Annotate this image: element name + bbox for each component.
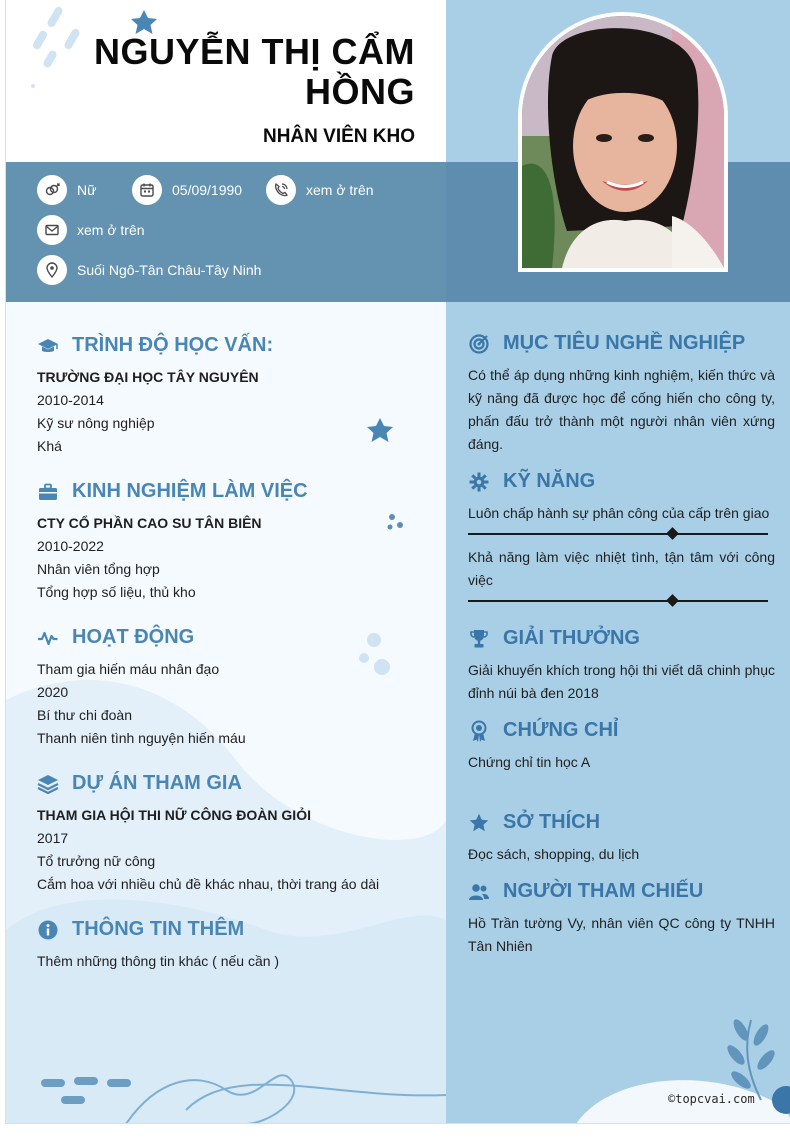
mail-icon xyxy=(37,215,67,245)
target-icon xyxy=(468,333,490,355)
phone-value: xem ở trên xyxy=(306,182,374,198)
location-pin-icon xyxy=(37,255,67,285)
skill-item-1-label: Luôn chấp hành sự phân công của cấp trên giao xyxy=(468,505,770,521)
birthday-item xyxy=(132,175,242,205)
address-item xyxy=(37,255,261,285)
briefcase-icon xyxy=(37,481,59,503)
activities-details xyxy=(37,658,246,750)
objective-text: Có thể áp dụng những kinh nghiệm, kiến thức và kỹ năng đã được học để cống hiến cho công ty, phấn đấu trở thành một người nhân viên xứng đáng. xyxy=(468,367,775,452)
awards-heading: GIẢI THƯỞNG xyxy=(468,627,640,650)
layers-icon xyxy=(37,773,59,795)
activities-heading: HOẠT ĐỘNG xyxy=(37,626,194,649)
info-icon xyxy=(37,919,59,941)
more-info-heading: THÔNG TIN THÊM xyxy=(37,918,244,941)
hobbies-text: Đọc sách, shopping, du lịch xyxy=(468,846,640,862)
gender-value: Nữ xyxy=(77,182,97,198)
activity-line: Thanh niên tình nguyện hiến máu xyxy=(37,730,246,746)
education-heading: TRÌNH ĐỘ HỌC VẤN: xyxy=(37,334,273,357)
education-period: 2010-2014 xyxy=(37,392,104,408)
objective-heading: MỤC TIÊU NGHỀ NGHIỆP xyxy=(468,332,745,355)
references-text: Hồ Trần tường Vy, nhân viên QC công ty TNHH Tân Nhiên xyxy=(468,915,775,954)
activity-line: Tham gia hiến máu nhân đạo xyxy=(37,661,220,677)
education-details xyxy=(37,366,259,458)
activity-line: Bí thư chi đoàn xyxy=(37,707,132,723)
certificates-text: Chứng chỉ tin học A xyxy=(468,754,591,770)
skill-item-2-bar xyxy=(468,600,768,602)
graduation-cap-icon xyxy=(37,335,59,357)
pulse-icon xyxy=(37,627,59,649)
address-value: Suối Ngô-Tân Châu-Tây Ninh xyxy=(77,262,262,278)
education-grade: Khá xyxy=(37,438,62,454)
gender-item xyxy=(37,175,96,205)
profile-photo-frame xyxy=(518,12,728,272)
project-title: THAM GIA HỘI THI NỮ CÔNG ĐOÀN GIỎI xyxy=(37,807,311,823)
users-icon xyxy=(468,881,490,903)
star-icon xyxy=(468,812,490,834)
email-item xyxy=(37,215,145,245)
experience-details xyxy=(37,512,262,604)
phone-item xyxy=(266,175,374,205)
project-desc: Cắm hoa với nhiều chủ đề khác nhau, thời trang áo dài xyxy=(37,876,380,892)
company-name: CTY CỔ PHẦN CAO SU TÂN BIÊN xyxy=(37,515,262,531)
projects-heading: DỰ ÁN THAM GIA xyxy=(37,772,242,795)
certificates-heading: CHỨNG CHỈ xyxy=(468,719,618,742)
experience-desc: Tổng hợp số liệu, thủ kho xyxy=(37,584,196,600)
award-ribbon-icon xyxy=(468,720,490,742)
school-name: TRƯỜNG ĐẠI HỌC TÂY NGUYÊN xyxy=(37,369,259,385)
email-value: xem ở trên xyxy=(77,222,145,238)
skill-item-1-bar xyxy=(468,533,768,535)
projects-details xyxy=(37,804,379,896)
gear-icon xyxy=(468,471,490,493)
hobbies-heading: SỞ THÍCH xyxy=(468,811,600,834)
skills-heading: KỸ NĂNG xyxy=(468,470,595,493)
cv-page xyxy=(5,0,790,1124)
trophy-icon xyxy=(468,628,490,650)
activity-line: 2020 xyxy=(37,684,69,700)
experience-heading: KINH NGHIỆM LÀM VIỆC xyxy=(37,480,308,503)
project-role: Tổ trưởng nữ công xyxy=(37,853,156,869)
more-info-text: Thêm những thông tin khác ( nếu cần ) xyxy=(37,953,280,969)
gender-icon xyxy=(37,175,67,205)
profile-photo xyxy=(522,16,724,268)
project-year: 2017 xyxy=(37,830,69,846)
experience-period: 2010-2022 xyxy=(37,538,104,554)
candidate-name: NGUYỄN THỊ CẨM HỒNG xyxy=(94,31,415,112)
phone-icon xyxy=(266,175,296,205)
calendar-icon xyxy=(132,175,162,205)
skill-item-2-label: Khả năng làm việc nhiệt tình, tận tâm với công việc xyxy=(468,549,775,588)
awards-text: Giải khuyến khích trong hội thi viết dã chinh phục đỉnh núi bà đen 2018 xyxy=(468,662,775,701)
job-title: NHÂN VIÊN KHO xyxy=(262,126,415,147)
references-heading: NGƯỜI THAM CHIẾU xyxy=(468,880,703,903)
watermark: ©topcvai.com xyxy=(668,1092,755,1106)
education-major: Kỹ sư nông nghiệp xyxy=(37,415,155,431)
experience-role: Nhân viên tổng hợp xyxy=(37,561,160,577)
birthday-value: 05/09/1990 xyxy=(172,182,243,198)
